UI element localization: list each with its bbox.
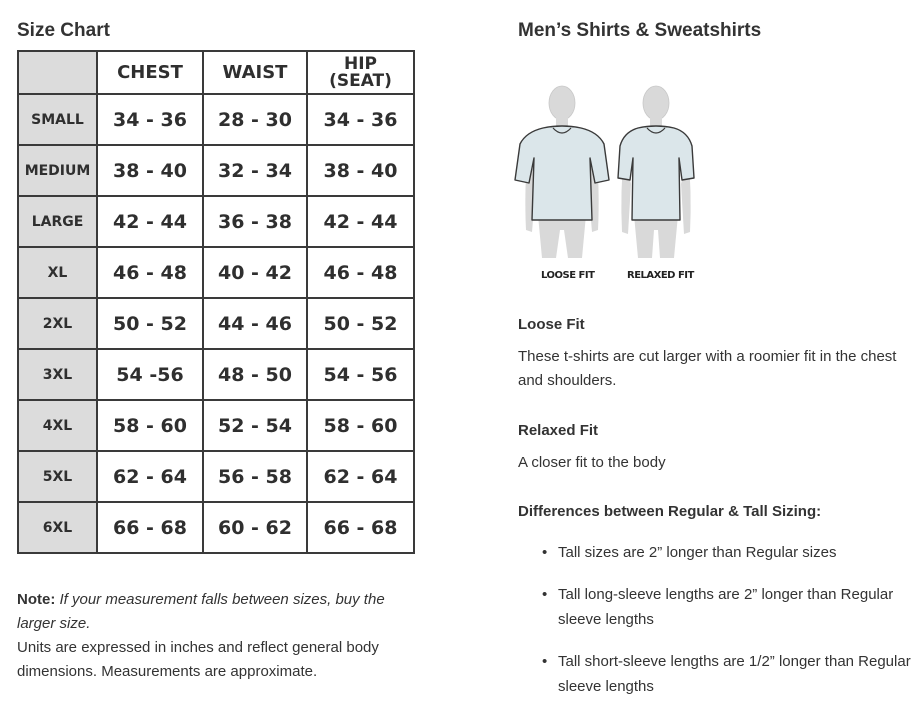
chest-value: 42 - 44: [97, 196, 203, 247]
size-label: SMALL: [18, 94, 97, 145]
size-label: 5XL: [18, 451, 97, 502]
table-row: [18, 451, 414, 502]
hip-value: 62 - 64: [307, 451, 414, 502]
chest-value: 62 - 64: [97, 451, 203, 502]
relaxed-fit-figure: [618, 86, 694, 258]
loose-fit-figure: [515, 86, 609, 258]
hip-value: 34 - 36: [307, 94, 414, 145]
size-chart-table: [17, 50, 415, 554]
table-row: [18, 196, 414, 247]
waist-value: 32 - 34: [203, 145, 307, 196]
header-waist: WAIST: [203, 51, 307, 94]
waist-value: 60 - 62: [203, 502, 307, 553]
waist-value: 56 - 58: [203, 451, 307, 502]
chest-value: 54 -56: [97, 349, 203, 400]
relaxed-fit-heading: Relaxed Fit: [518, 422, 599, 439]
chest-value: 38 - 40: [97, 145, 203, 196]
size-label: LARGE: [18, 196, 97, 247]
chest-value: 34 - 36: [97, 94, 203, 145]
table-row: [18, 94, 414, 145]
chest-value: 66 - 68: [97, 502, 203, 553]
header-chest: CHEST: [97, 51, 203, 94]
header-corner-cell: [18, 51, 97, 94]
waist-value: 44 - 46: [203, 298, 307, 349]
sizing-differences-heading: Differences between Regular & Tall Sizing:: [518, 503, 822, 520]
size-label: XL: [18, 247, 97, 298]
mens-shirts-title: Men’s Shirts & Sweatshirts: [518, 20, 762, 41]
loose-fit-figure-label: LOOSE FIT: [541, 270, 595, 281]
hip-value: 38 - 40: [307, 145, 414, 196]
hip-value: 42 - 44: [307, 196, 414, 247]
fit-figures-illustration: [512, 80, 712, 290]
table-row: [18, 502, 414, 553]
sizing-differences-list: [540, 540, 920, 699]
waist-value: 40 - 42: [203, 247, 307, 298]
table-header-row: [18, 51, 414, 94]
loose-fit-description: These t-shirts are cut larger with a roomier fit in the chest and shoulders.: [518, 348, 897, 389]
relaxed-fit-description: A closer fit to the body: [518, 454, 666, 471]
hip-value: 58 - 60: [307, 400, 414, 451]
hip-value: 50 - 52: [307, 298, 414, 349]
size-label: 4XL: [18, 400, 97, 451]
table-row: [18, 298, 414, 349]
list-item: • Tall long-sleeve lengths are 2” longer than Regular sleeve lengths: [540, 582, 920, 632]
table-row: [18, 400, 414, 451]
note-units-text: Units are expressed in inches and reflect general body dimensions. Measurements are approximate.: [17, 639, 379, 680]
list-item: • Tall sizes are 2” longer than Regular sizes: [540, 540, 920, 565]
table-row: [18, 145, 414, 196]
note-label: Note:: [17, 591, 56, 608]
chest-value: 50 - 52: [97, 298, 203, 349]
header-hip: [307, 51, 414, 94]
loose-fit-heading: Loose Fit: [518, 316, 585, 333]
size-label: 3XL: [18, 349, 97, 400]
list-item: • Tall short-sleeve lengths are 1/2” longer than Regular sleeve lengths: [540, 649, 920, 699]
header-hip-line1: HIP: [343, 53, 377, 74]
hip-value: 54 - 56: [307, 349, 414, 400]
size-label: 6XL: [18, 502, 97, 553]
header-hip-line2: (SEAT): [329, 70, 392, 91]
note-italic-text: If your measurement falls between sizes, buy the larger size.: [17, 591, 385, 632]
hip-value: 46 - 48: [307, 247, 414, 298]
chest-value: 58 - 60: [97, 400, 203, 451]
size-chart-title: Size Chart: [17, 20, 110, 41]
waist-value: 28 - 30: [203, 94, 307, 145]
relaxed-fit-figure-label: RELAXED FIT: [627, 270, 694, 281]
chest-value: 46 - 48: [97, 247, 203, 298]
size-note: [17, 588, 417, 684]
table-row: [18, 247, 414, 298]
size-label: MEDIUM: [18, 145, 97, 196]
hip-value: 66 - 68: [307, 502, 414, 553]
table-row: [18, 349, 414, 400]
size-label: 2XL: [18, 298, 97, 349]
waist-value: 48 - 50: [203, 349, 307, 400]
waist-value: 52 - 54: [203, 400, 307, 451]
waist-value: 36 - 38: [203, 196, 307, 247]
